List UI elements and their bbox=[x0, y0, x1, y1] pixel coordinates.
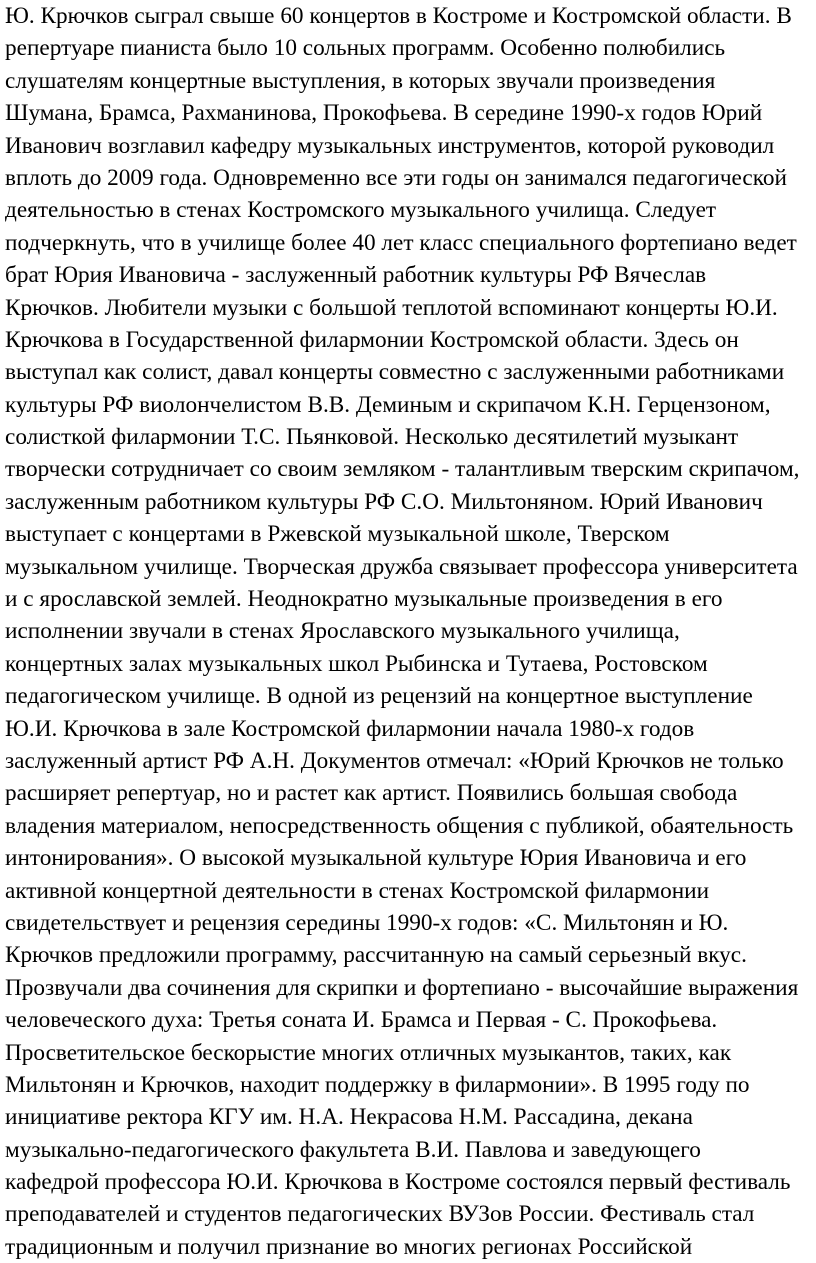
text-line: деятельностью в стенах Костромского музыкального училища. Следует bbox=[5, 197, 717, 224]
text-line: человеческого духа: Третья соната И. Брамса и Первая - С. Прокофьева. bbox=[5, 1007, 718, 1034]
text-line: исполнении звучали в стенах Ярославского музыкального училища, bbox=[5, 618, 680, 645]
text-line: и с ярославской землей. Неоднократно музыкальные произведения в его bbox=[5, 586, 723, 613]
text-line: подчеркнуть, что в училище более 40 лет класс специального фортепиано ведет bbox=[5, 229, 797, 256]
text-line: творчески сотрудничает со своим земляком - талантливым тверским скрипачом, bbox=[5, 456, 800, 483]
text-line: педагогическом училище. В одной из рецензий на концертное выступление bbox=[5, 683, 753, 710]
text-line: музыкально-педагогического факультета В.И. Павлова и заведующего bbox=[5, 1136, 701, 1163]
text-line: выступал как солист, давал концерты совместно с заслуженными работниками bbox=[5, 359, 785, 386]
text-line: Иванович возглавил кафедру музыкальных инструментов, которой руководил bbox=[5, 132, 775, 159]
text-line: владения материалом, непосредственность общения с публикой, обаятельность bbox=[5, 812, 794, 839]
text-line: брат Юрия Ивановича - заслуженный работник культуры РФ Вячеслав bbox=[5, 262, 707, 289]
text-line: музыкальном училище. Творческая дружба связывает профессора университета bbox=[5, 553, 798, 580]
text-line: кафедрой профессора Ю.И. Крючкова в Костроме состоялся первый фестиваль bbox=[5, 1169, 791, 1196]
text-line: Шумана, Брамса, Рахманинова, Прокофьева. В середине 1990-х годов Юрий bbox=[5, 100, 763, 127]
text-line: культуры РФ виолончелистом В.В. Деминым и скрипачом К.Н. Герцензоном, bbox=[5, 391, 771, 418]
text-line: вплоть до 2009 года. Одновременно все эти годы он занимался педагогической bbox=[5, 164, 787, 191]
text-line: инициативе ректора КГУ им. Н.А. Некрасова Н.М. Рассадина, декана bbox=[5, 1104, 693, 1131]
text-line: свидетельствует и рецензия середины 1990-х годов: «С. Мильтонян и Ю. bbox=[5, 909, 729, 936]
text-line: Крючков предложили программу, рассчитанную на самый серьезный вкус. bbox=[5, 942, 747, 969]
text-line: Крючкова в Государственной филармонии Костромской области. Здесь он bbox=[5, 326, 739, 353]
text-line: интонирования». О высокой музыкальной культуре Юрия Ивановича и его bbox=[5, 845, 747, 872]
text-line: солисткой филармонии Т.С. Пьянковой. Несколько десятилетий музыкант bbox=[5, 424, 739, 451]
text-line: Прозвучали два сочинения для скрипки и фортепиано - высочайшие выражения bbox=[5, 974, 799, 1001]
text-line: выступает с концертами в Ржевской музыкальной школе, Тверском bbox=[5, 521, 670, 548]
text-line: Крючков. Любители музыки с большой теплотой вспоминают концерты Ю.И. bbox=[5, 294, 778, 321]
text-line: традиционным и получил признание во многих регионах Российской bbox=[5, 1233, 693, 1260]
text-line: активной концертной деятельности в стенах Костромской филармонии bbox=[5, 877, 710, 904]
text-line: концертных залах музыкальных школ Рыбинска и Тутаева, Ростовском bbox=[5, 650, 708, 677]
text-line: преподавателей и студентов педагогических ВУЗов России. Фестиваль стал bbox=[5, 1201, 755, 1228]
text-line: заслуженный артист РФ А.Н. Документов отмечал: «Юрий Крючков не только bbox=[5, 747, 784, 774]
text-line: расширяет репертуар, но и растет как артист. Появились большая свобода bbox=[5, 780, 738, 807]
text-line: Просветительское бескорыстие многих отличных музыкантов, таких, как bbox=[5, 1039, 732, 1066]
text-line: репертуаре пианиста было 10 сольных программ. Особенно полюбились bbox=[5, 35, 726, 62]
text-line: заслуженным работником культуры РФ С.О. Мильтоняном. Юрий Иванович bbox=[5, 488, 763, 515]
text-line: Ю. Крючков сыграл свыше 60 концертов в Костроме и Костромской области. В bbox=[5, 3, 792, 29]
text-line: Ю.И. Крючкова в зале Костромской филармонии начала 1980-х годов bbox=[5, 715, 695, 742]
body-text bbox=[5, 0, 816, 1263]
text-line: слушателям концертные выступления, в которых звучали произведения bbox=[5, 67, 716, 94]
text-line: Мильтонян и Крючков, находит поддержку в филармонии». В 1995 году по bbox=[5, 1071, 750, 1098]
